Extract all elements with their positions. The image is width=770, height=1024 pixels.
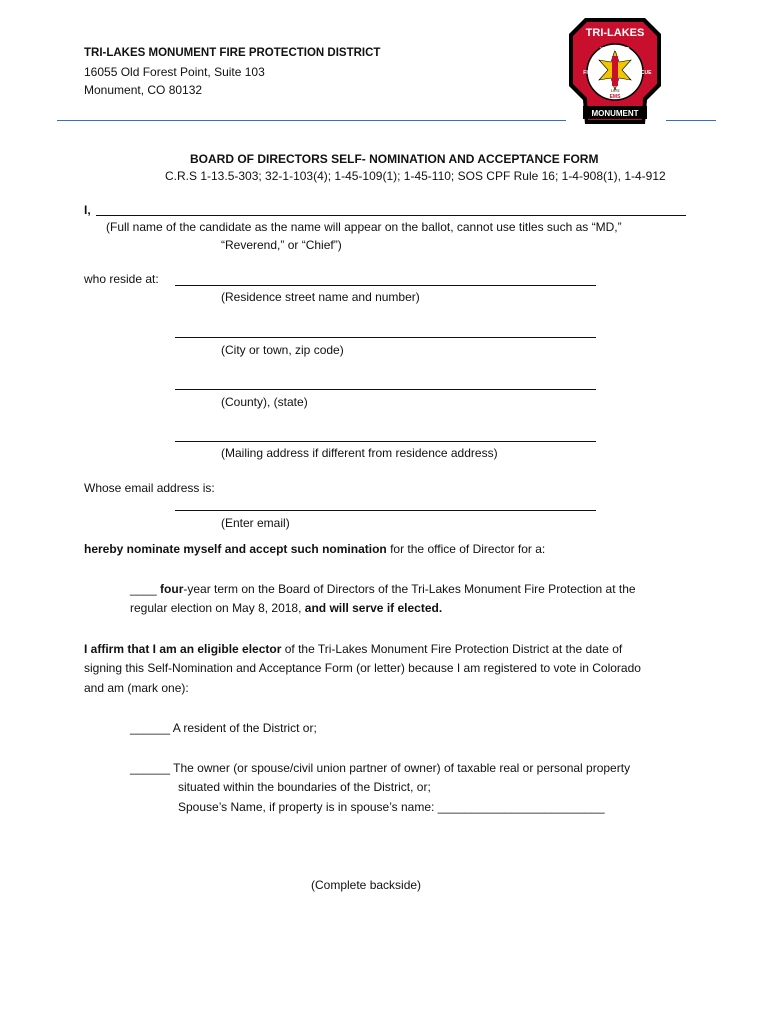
term-rest: -year term on the Board of Directors of the Tri-Lakes Monument Fire Protection at the [183,582,636,596]
name-note-line1: (Full name of the candidate as the name will appear on the ballot, cannot use titles such as “MD,” [106,220,622,234]
email-label: Whose email address is: [84,481,215,495]
affirm-rest: of the Tri-Lakes Monument Fire Protection District at the date of [281,642,623,656]
reside-label: who reside at: [84,272,159,286]
residence-note: (Residence street name and number) [221,290,420,304]
logo-right-text: RESCUE [630,70,652,76]
complete-backside-note: (Complete backside) [311,878,422,892]
email-field[interactable] [175,510,596,511]
term-line2-bold: and will serve if elected. [304,601,443,615]
affirm-bold: I affirm that I am an eligible elector [84,642,282,656]
logo-left-text: FIRE [583,70,595,76]
term-four: four [156,582,184,596]
nomination-bold: hereby nominate myself and accept such nomination [84,542,387,556]
mailing-address-field[interactable] [175,441,596,442]
option-resident[interactable]: ______ A resident of the District or; [130,721,317,735]
logo-ring-text: WILDLAND [600,47,630,53]
logo-year: 1975 [610,88,620,93]
header-rule-left [57,120,566,121]
residence-street-field[interactable] [175,285,596,286]
option-owner-line2: situated within the boundaries of the District, or; [178,780,431,794]
city-zip-field[interactable] [175,337,596,338]
logo-banner-text: MONUMENT [591,109,639,118]
name-note-line2: “Reverend,” or “Chief”) [221,238,342,252]
affirm-line2: signing this Self-Nomination and Acceptance Form (or letter) because I am registered to vote in Colorado [84,661,641,675]
mailing-note: (Mailing address if different from residence address) [221,446,498,460]
option-owner-line1[interactable]: ______ The owner (or spouse/civil union partner of owner) of taxable real or personal property [130,761,631,775]
candidate-name-field[interactable] [96,215,686,216]
term-checkbox-blank[interactable]: ____ [130,582,157,596]
address-line1: 16055 Old Forest Point, Suite 103 [84,65,265,79]
city-note: (City or town, zip code) [221,343,344,357]
address-line2: Monument, CO 80132 [84,83,203,97]
affirm-line3: and am (mark one): [84,681,189,695]
form-title: BOARD OF DIRECTORS SELF- NOMINATION AND ACCEPTANCE FORM [190,152,599,166]
statute-citation: C.R.S 1-13.5-303; 32-1-103(4); 1-45-109(1); 1-45-110; SOS CPF Rule 16; 1-4-908(1), 1-4-912 [165,169,666,183]
logo-top-text: TRI-LAKES [585,27,645,39]
i-label: I, [84,203,91,217]
county-note: (County), (state) [221,395,308,409]
term-line2 [130,601,442,615]
nomination-statement [84,542,545,556]
spouse-name-field[interactable]: Spouse’s Name, if property is in spouse’s name: _________________________ [178,800,605,814]
nomination-rest: for the office of Director for a: [386,542,546,556]
term-line2-rest: regular election on May 8, 2018, [130,601,305,615]
county-state-field[interactable] [175,389,596,390]
affirm-line1 [84,642,622,656]
logo-bottom-text: EMS [609,94,621,100]
org-name: TRI-LAKES MONUMENT FIRE PROTECTION DISTRICT [84,47,381,59]
email-note: (Enter email) [221,516,290,530]
header-rule-right [666,120,716,121]
fire-district-logo [565,14,665,130]
term-line1 [130,582,636,596]
